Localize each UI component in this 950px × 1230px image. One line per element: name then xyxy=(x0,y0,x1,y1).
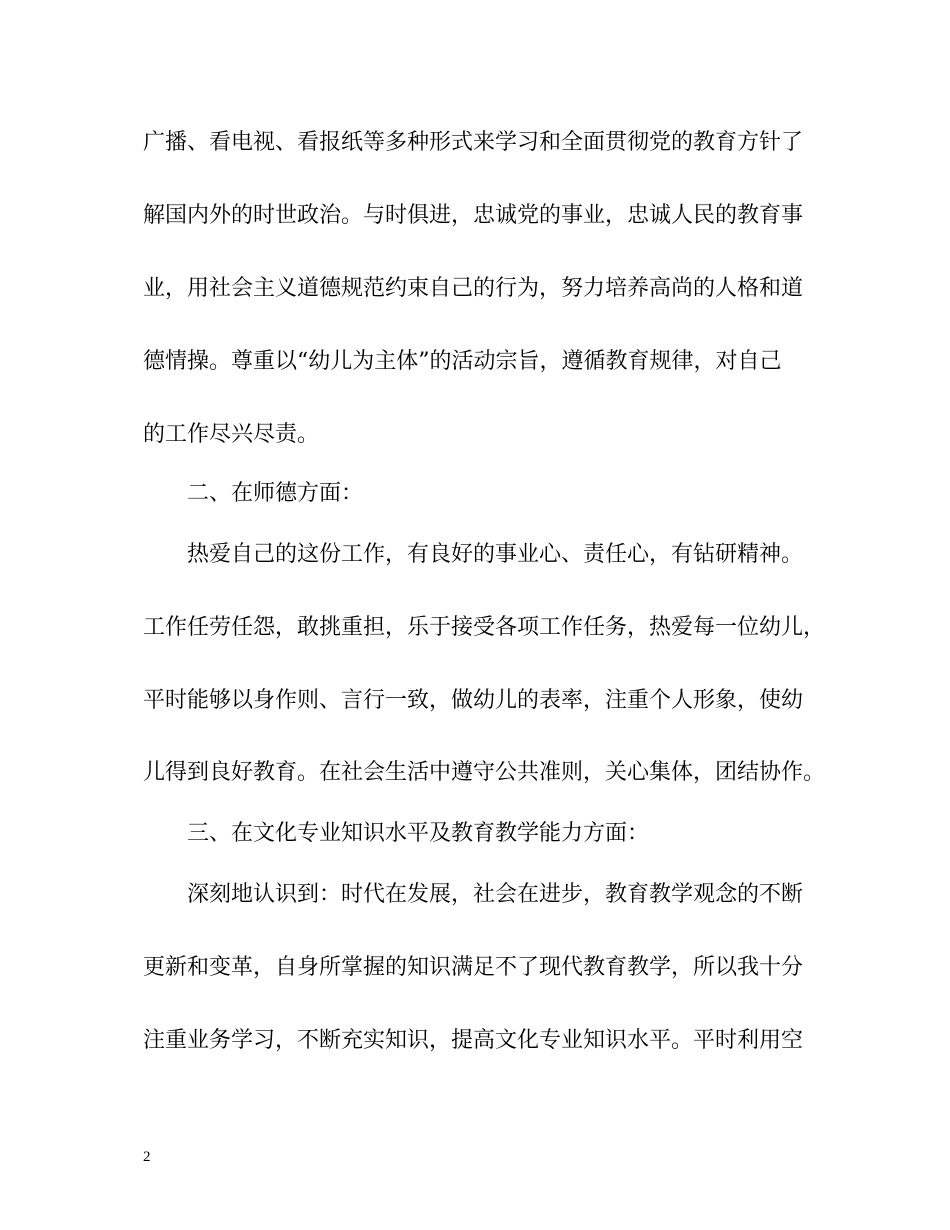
paragraph-line: 热爱自己的这份工作，有良好的事业心、责任心，有钻研精神。 xyxy=(187,542,804,567)
paragraph-line: 注重业务学习，不断充实知识，提高文化专业知识水平。平时利用空 xyxy=(143,1028,804,1053)
paragraph-line: 的工作尽兴尽责。 xyxy=(143,422,320,447)
paragraph-line: 更新和变革，自身所掌握的知识满足不了现代教育教学，所以我十分 xyxy=(143,955,804,980)
section-heading: 三、在文化专业知识水平及教育教学能力方面： xyxy=(187,821,650,846)
paragraph-line: 深刻地认识到：时代在发展，社会在进步，教育教学观念的不断 xyxy=(187,882,804,907)
paragraph-line: 解国内外的时世政治。与时俱进，忠诚党的事业，忠诚人民的教育事 xyxy=(143,203,804,228)
paragraph-line: 儿得到良好教育。在社会生活中遵守公共准则，关心集体，团结协作。 xyxy=(143,760,826,785)
paragraph-line: 平时能够以身作则、言行一致，做幼儿的表率，注重个人形象，使幼 xyxy=(143,688,804,713)
paragraph-line: 德情操。尊重以“幼儿为主体”的活动宗旨，遵循教育规律，对自己 xyxy=(143,349,782,374)
section-heading: 二、在师德方面： xyxy=(187,481,364,506)
paragraph-line: 业，用社会主义道德规范约束自己的行为，努力培养高尚的人格和道 xyxy=(143,276,804,301)
paragraph-line: 广播、看电视、看报纸等多种形式来学习和全面贯彻党的教育方针了 xyxy=(143,130,804,155)
paragraph-line: 工作任劳任怨，敢挑重担，乐于接受各项工作任务，热爱每一位幼儿， xyxy=(143,615,826,640)
page-number: 2 xyxy=(143,1149,151,1165)
